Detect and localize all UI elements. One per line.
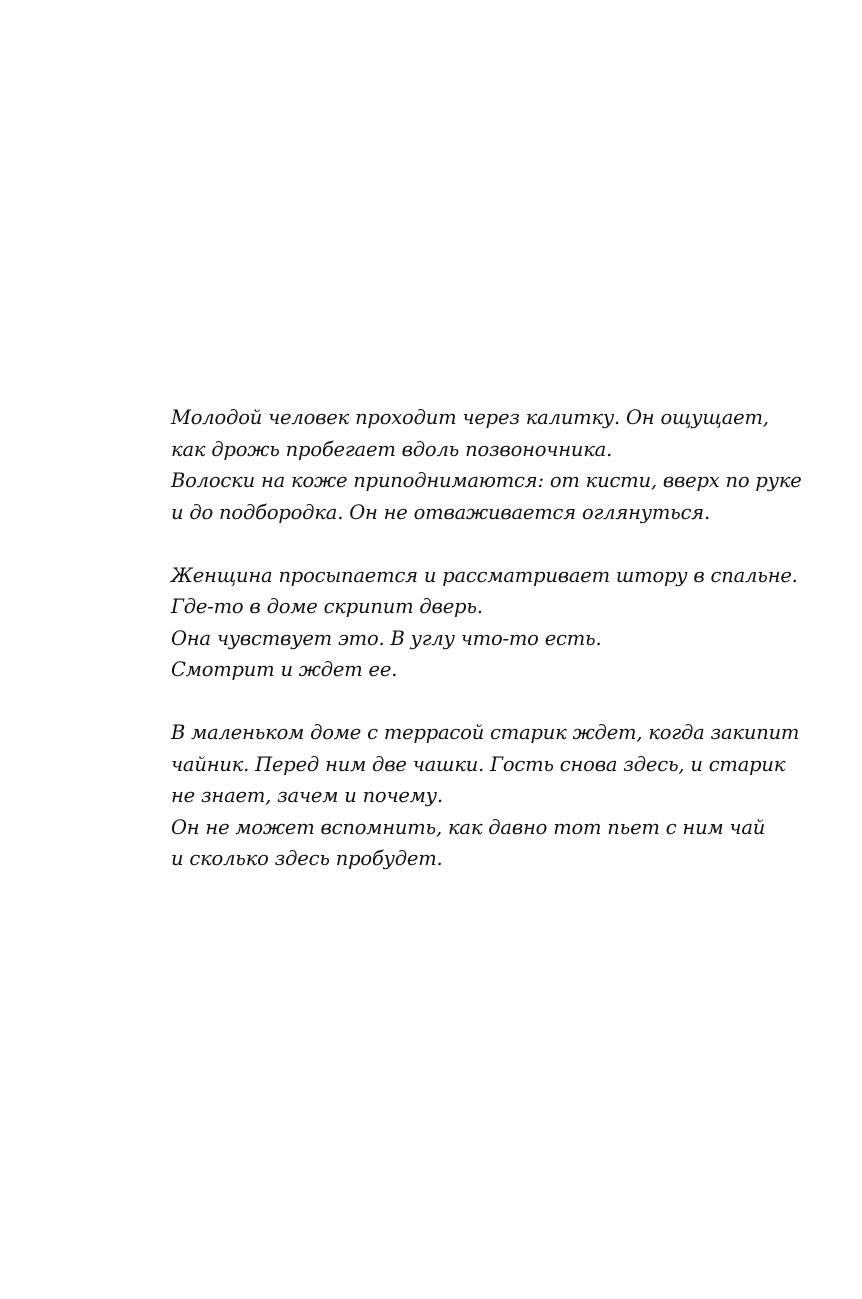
text-line: Волоски на коже приподнимаются: от кисти, вверх по руке [171,469,802,492]
paragraph-1 [171,402,802,528]
text-line: Где-то в доме скрипит дверь. [171,595,483,618]
text-line: чайник. Перед ним две чашки. Гость снова здесь, и старик [171,752,786,776]
text-line: Молодой человек проходит через калитку. Он ощущает, [171,406,769,429]
text-line: и сколько здесь пробудет. [171,847,443,870]
text-line: Она чувствует это. В углу что-то есть. [171,626,602,650]
text-line: не знает, зачем и почему. [171,784,443,807]
paragraph-2 [171,560,798,686]
text-line: Женщина просыпается и рассматривает штору в спальне. [171,563,798,587]
text-line: В маленьком доме с террасой старик ждет, когда закипит [171,721,800,744]
text-block [171,402,802,875]
text-line: Он не может вспомнить, как давно тот пьет с ним чай [171,815,766,839]
paragraph-3 [171,717,800,875]
text-line: как дрожь пробегает вдоль позвоночника. [171,437,613,461]
text-line: и до подбородка. Он не отваживается оглянуться. [171,500,710,524]
text-line: Смотрит и ждет ее. [171,658,398,681]
